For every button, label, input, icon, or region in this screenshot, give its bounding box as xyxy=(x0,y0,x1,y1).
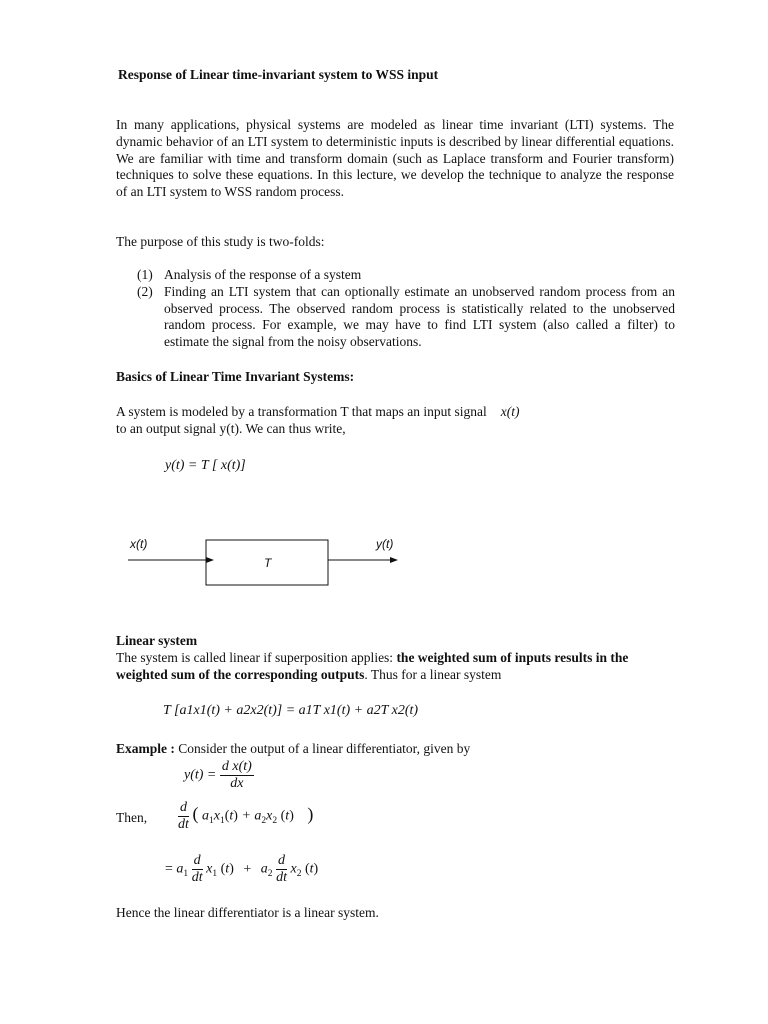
example-label: Example : xyxy=(116,741,175,756)
derivative-expanded: = $a_1$ $\frac{d}{dt}$ $x_1$ $(t) + a_2$ $\frac{d}{dt}$ $x_2$ (t) xyxy=(165,853,319,885)
diagram-block-label: T xyxy=(264,556,272,570)
intro-paragraph: In many applications, physical systems are modeled as linear time invariant (LTI) systems. The dynamic behavior of an LTI system to deterministic inputs is described by linear differential equations. We are familiar with time and transform domain (such as Laplace transform and Fourier transform) techniques to solve these equations. In this lecture, we develop the technique to analyze the response of an LTI system to WSS random process. xyxy=(116,117,674,200)
basics-text-end: to an output signal y(t). We can thus write, xyxy=(116,420,346,436)
basics-text-start: A system is modeled by a transformation T that maps an input signal xyxy=(116,404,487,419)
basics-heading: Basics of Linear Time Invariant Systems: xyxy=(116,369,355,384)
diagram-output-label: y(t) xyxy=(376,537,394,551)
input-arrow-head xyxy=(206,557,214,563)
diagram-input-label: x(t) xyxy=(130,537,148,551)
list-item: (2) Finding an LTI system that can optionally estimate an unobserved random process from an observed process. The observed random process is statistically related to the unobserved random process. For example, we may have to find LTI system (also called a filter) to estimate the signal from the noisy observations. xyxy=(137,283,675,350)
basics-paragraph xyxy=(116,404,674,438)
purpose-sentence: The purpose of this study is two-folds: xyxy=(116,234,325,249)
list-item: (1) Analysis of the response of a system xyxy=(137,267,362,282)
superposition-emphasis: the weighted sum of inputs results in the weighted sum of the corresponding outputs xyxy=(116,650,629,682)
conclusion-sentence: Hence the linear differentiator is a linear system. xyxy=(116,905,379,920)
then-label: Then, xyxy=(116,810,148,825)
differentiator-equation: y(t) = $\frac{\text{d x(t)}}{dx}$ xyxy=(184,759,252,791)
example-paragraph: Example : Consider the output of a linear differentiator, given by xyxy=(116,741,471,756)
derivative-of-sum: $\frac{d}{dt}$ ( $a_1x_1(t) + a_2x_2$ (t) ) xyxy=(178,800,314,832)
purpose-list xyxy=(137,267,675,351)
input-signal-symbol: x(t) xyxy=(500,404,520,419)
output-arrow-head xyxy=(390,557,398,563)
document-title: Response of Linear time-invariant system to WSS input xyxy=(118,67,439,82)
block-diagram xyxy=(120,530,420,590)
system-equation: y(t) = T [ x(t)] xyxy=(165,458,246,473)
linear-system-paragraph: The system is called linear if superposition applies: the weighted sum of inputs results in the weighted sum of the corresponding outputs. Thus for a linear system xyxy=(116,650,629,682)
superposition-equation: T [a1x1(t) + a2x2(t)] = a1T x1(t) + a2T x2(t) xyxy=(163,703,419,718)
linear-system-heading: Linear system xyxy=(116,633,198,648)
